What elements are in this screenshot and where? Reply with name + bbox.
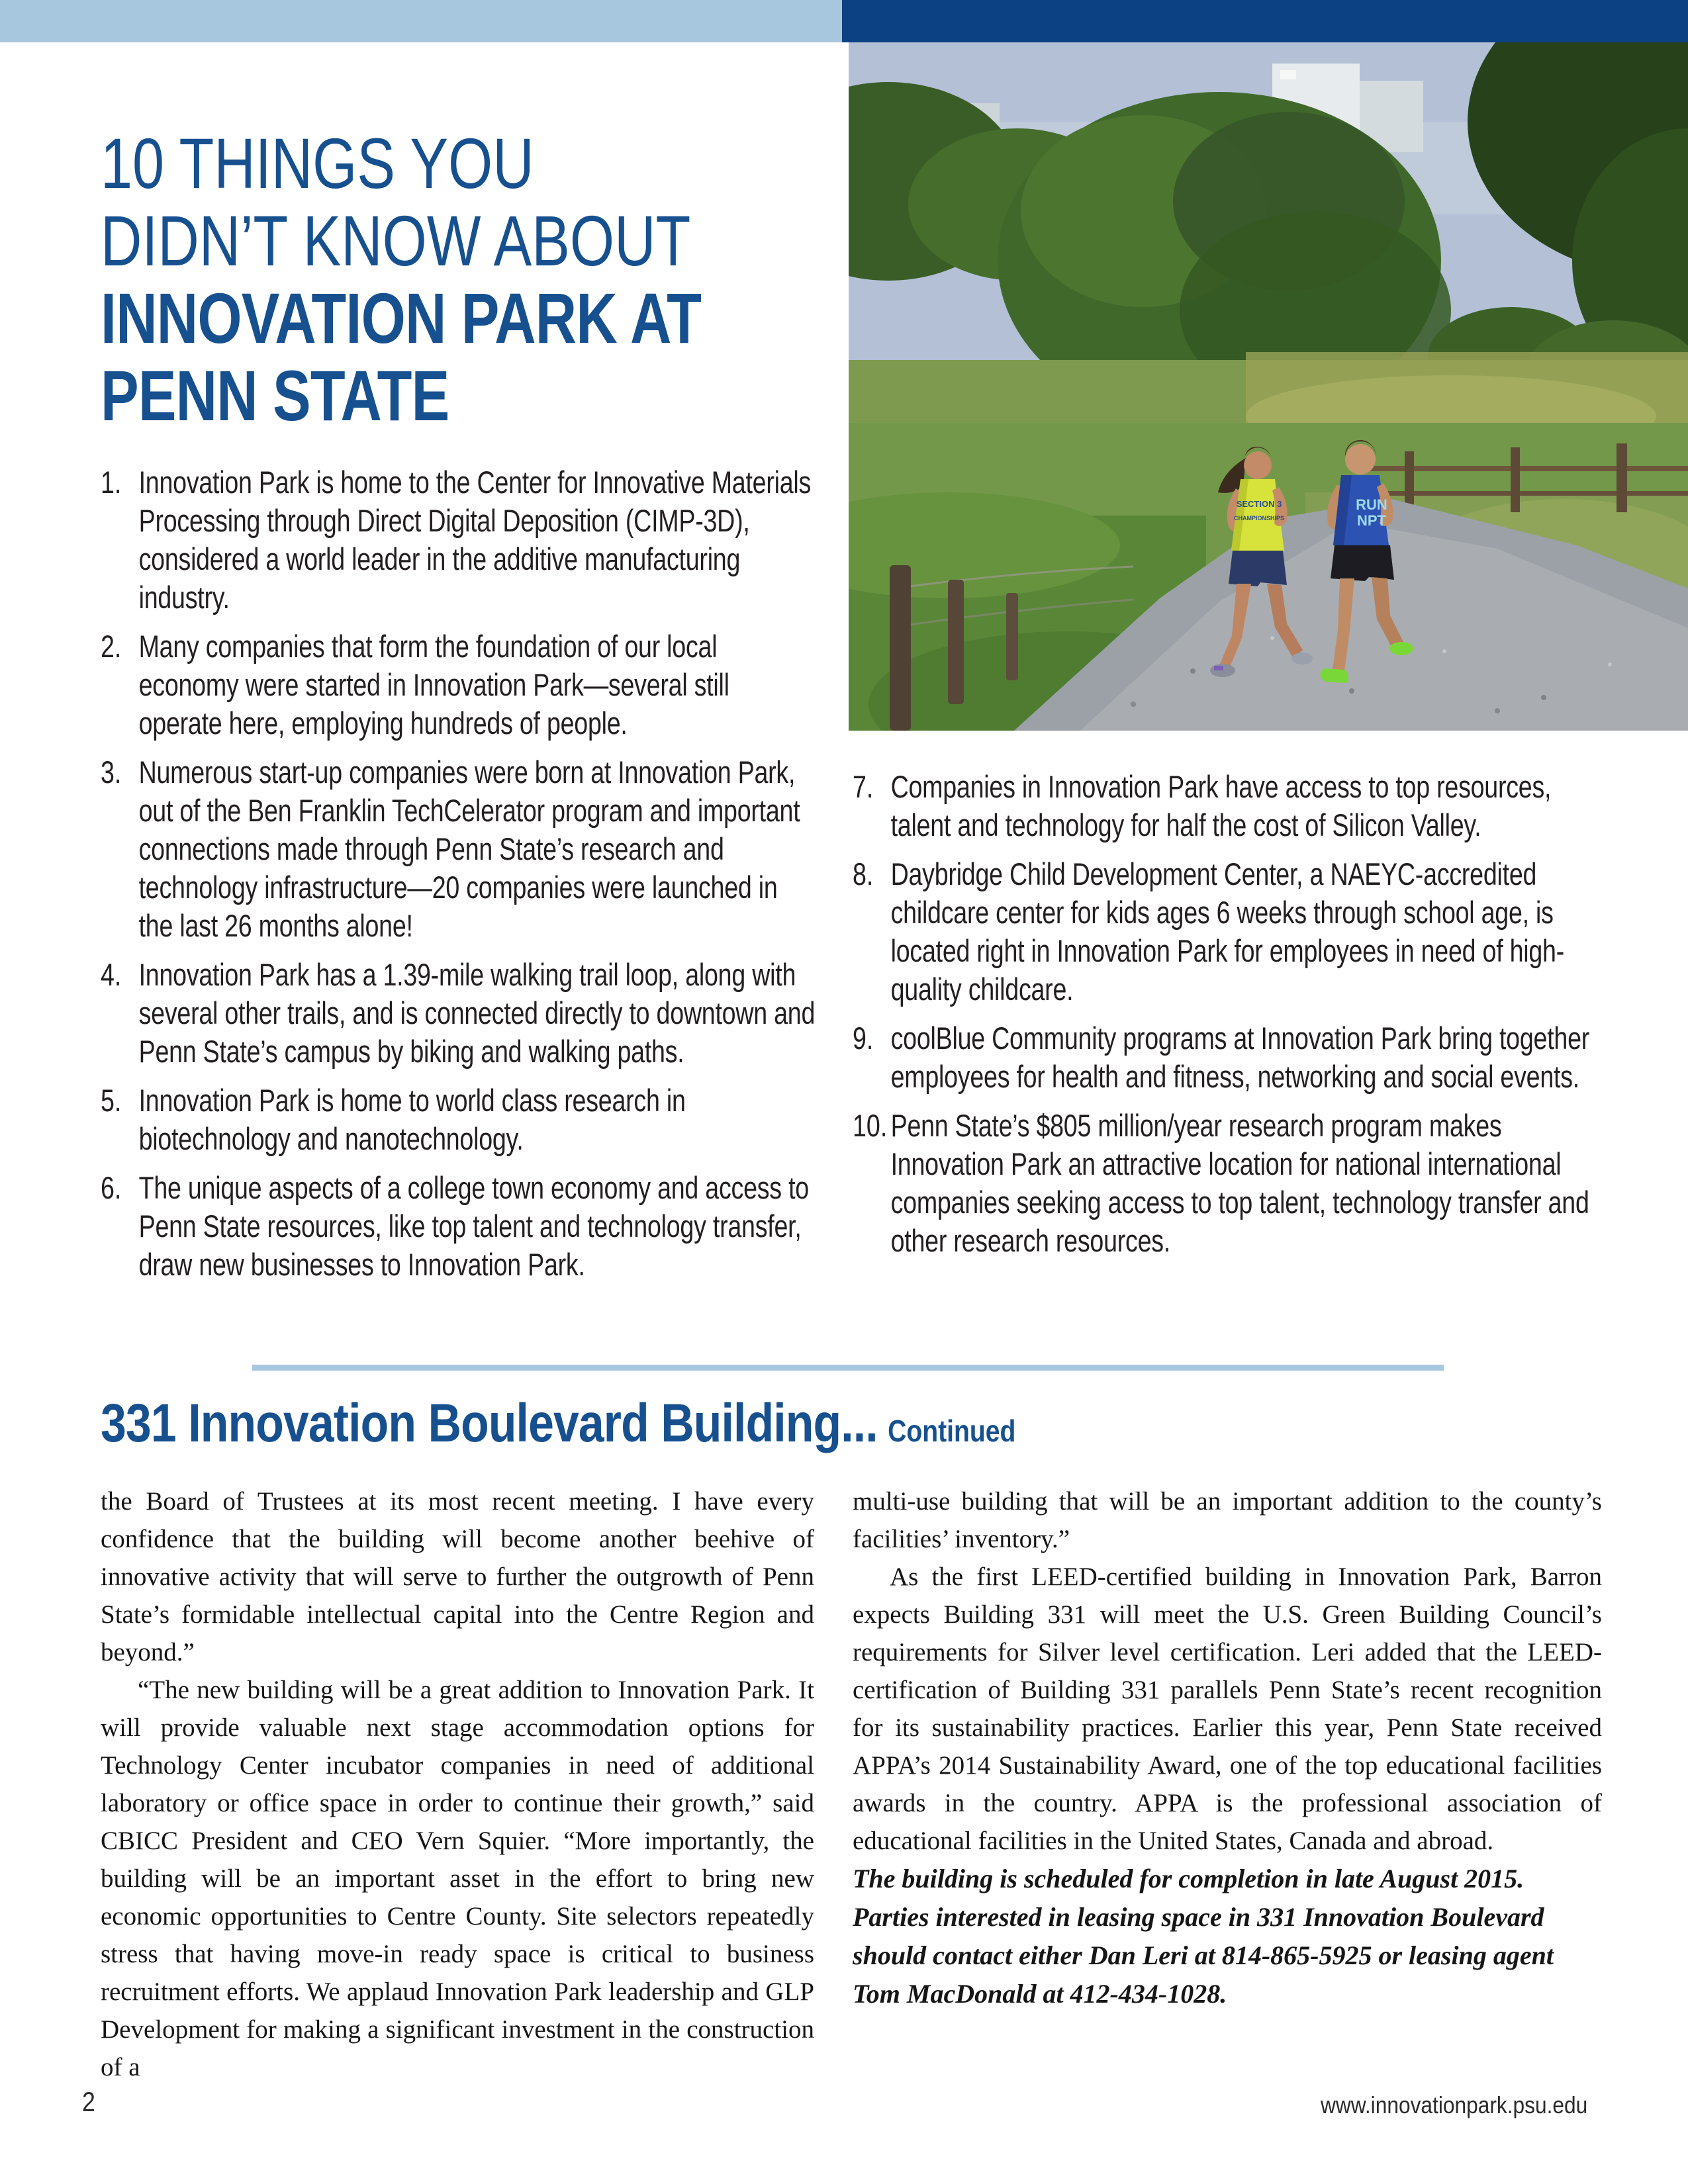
man-shirt-text-1: RUN	[1356, 496, 1387, 513]
top-banner-light	[0, 0, 842, 42]
paragraph: the Board of Trustees at its most recent meeting. I have every confidence that the building will become another beehive of innovative activity that will serve to further the outgrowth of Penn State’s formidable intellectual capital into the Centre Region and beyond.”	[101, 1487, 814, 1666]
list-item	[101, 1169, 817, 1284]
list-item	[101, 1081, 817, 1158]
list-item-text: Innovation Park is home to the Center for Innovative Materials Processing through Direct Digital Deposition (CIMP-3D), considered a world leader in the additive manufacturing industry.	[138, 465, 812, 615]
list-item-text: Innovation Park is home to world class research in biotechnology and nanotechnology.	[138, 1083, 686, 1156]
paragraph: “The new building will be a great addition to Innovation Park. It will provide valuable next stage accommodation options for Technology Center incubator companies in need of additional laboratory or office space in order to continue their growth,” said CBICC President and CEO Vern Squier. “More importantly, the building will be an important asset in the effort to bring new economic opportunities to Centre County. Site selectors repeatedly stress that having move-in ready space is critical to business recruitment efforts. We applaud Innovation Park leadership and GLP Development for making a significant investment in the construction of a	[101, 1676, 814, 2081]
things-list-left	[101, 463, 817, 1295]
list-item	[101, 753, 817, 945]
woman-shirt-text-1: SECTION 3	[1236, 499, 1282, 509]
paragraph: multi-use building that will be an important addition to the county’s facilities’ inventory.”	[853, 1487, 1602, 1553]
man-shirt-text-2: NPT	[1357, 512, 1386, 529]
list-item-number: 3.	[101, 754, 122, 790]
article-column-left	[101, 1482, 814, 2086]
list-item-text: Penn State’s $805 million/year research program makes Innovation Park an attractive location for national international companies seeking access to top talent, technology transfer and other research resources.	[890, 1108, 1589, 1258]
list-item-number: 2.	[101, 629, 122, 664]
list-item	[853, 1107, 1607, 1260]
list-item-number: 6.	[101, 1170, 122, 1205]
title-line-4: PENN STATE	[101, 355, 449, 435]
list-item-text: Companies in Innovation Park have access to top resources, talent and technology for half the cost of Silicon Valley.	[890, 769, 1552, 842]
list-item-number: 4.	[101, 957, 122, 992]
things-list-right	[853, 768, 1607, 1271]
list-item	[101, 627, 817, 743]
page-number: 2	[82, 2086, 95, 2117]
list-item	[101, 956, 817, 1071]
list-item-number: 9.	[853, 1021, 874, 1056]
list-item-text: Daybridge Child Development Center, a NAEYC-accredited childcare center for kids ages 6 weeks through school age, is located right in Innovation Park for employees in need of high-quality childcare.	[890, 856, 1565, 1007]
title-line-2: DIDN’T KNOW ABOUT	[101, 201, 691, 281]
article-column-right	[853, 1482, 1602, 2013]
list-item-text: Numerous start-up companies were born at Innovation Park, out of the Ben Franklin TechCelerator program and important connections made through Penn State’s research and technology infrastructure—20 companies were launched in the last 26 months alone!	[138, 754, 800, 943]
list-item-number: 7.	[853, 769, 874, 804]
list-item-number: 1.	[101, 465, 122, 500]
website-url: www.innovationpark.psu.edu	[1320, 2091, 1587, 2118]
closing-note: The building is scheduled for completion in late August 2015. Parties interested in leasing space in 331 Innovation Boulevard should contact either Dan Leri at 814-865-5925 or leasing agent Tom MacDonald at 412-434-1028.	[853, 1864, 1554, 2009]
article-title	[101, 124, 849, 434]
list-item-number: 10.	[853, 1108, 888, 1143]
list-item	[101, 463, 817, 617]
section-heading-title: 331 Innovation Boulevard Building...	[101, 1393, 878, 1453]
section-heading-continued: Continued	[888, 1414, 1016, 1448]
title-line-1: 10 THINGS YOU	[101, 123, 534, 203]
list-item-number: 8.	[853, 856, 874, 891]
top-banner-dark	[842, 0, 1688, 42]
title-line-3: INNOVATION PARK AT	[101, 278, 702, 358]
trail-photo-art	[849, 42, 1688, 731]
list-item-text: The unique aspects of a college town economy and access to Penn State resources, like top talent and technology transfer, draw new businesses to Innovation Park.	[138, 1170, 809, 1282]
list-item-text: coolBlue Community programs at Innovation Park bring together employees for health and fitness, networking and social events.	[890, 1021, 1590, 1094]
list-item-text: Many companies that form the foundation of our local economy were started in Innovation Park—several still operate here, employing hundreds of people.	[138, 629, 729, 741]
list-item	[853, 768, 1607, 844]
section-heading	[101, 1392, 1226, 1455]
section-divider	[252, 1365, 1444, 1371]
list-item	[853, 1019, 1607, 1096]
list-item-number: 5.	[101, 1083, 122, 1118]
list-item	[853, 855, 1607, 1009]
list-item-text: Innovation Park has a 1.39-mile walking trail loop, along with several other trails, and is connected directly to downtown and Penn State’s campus by biking and walking paths.	[138, 957, 816, 1069]
woman-shirt-text-2: CHAMPIONSHIPS	[1233, 515, 1285, 522]
paragraph: As the first LEED-certified building in Innovation Park, Barron expects Building 331 will meet the U.S. Green Building Council’s requirements for Silver level certification. Leri added that the LEED-certification of Building 331 parallels Penn State’s recent recognition for its sustainability practices. Earlier this year, Penn State received APPA’s 2014 Sustainability Award, one of the top educational facilities awards in the country. APPA is the professional association of educational facilities in the United States, Canada and abroad.	[853, 1563, 1602, 1855]
trail-photo	[849, 42, 1688, 731]
